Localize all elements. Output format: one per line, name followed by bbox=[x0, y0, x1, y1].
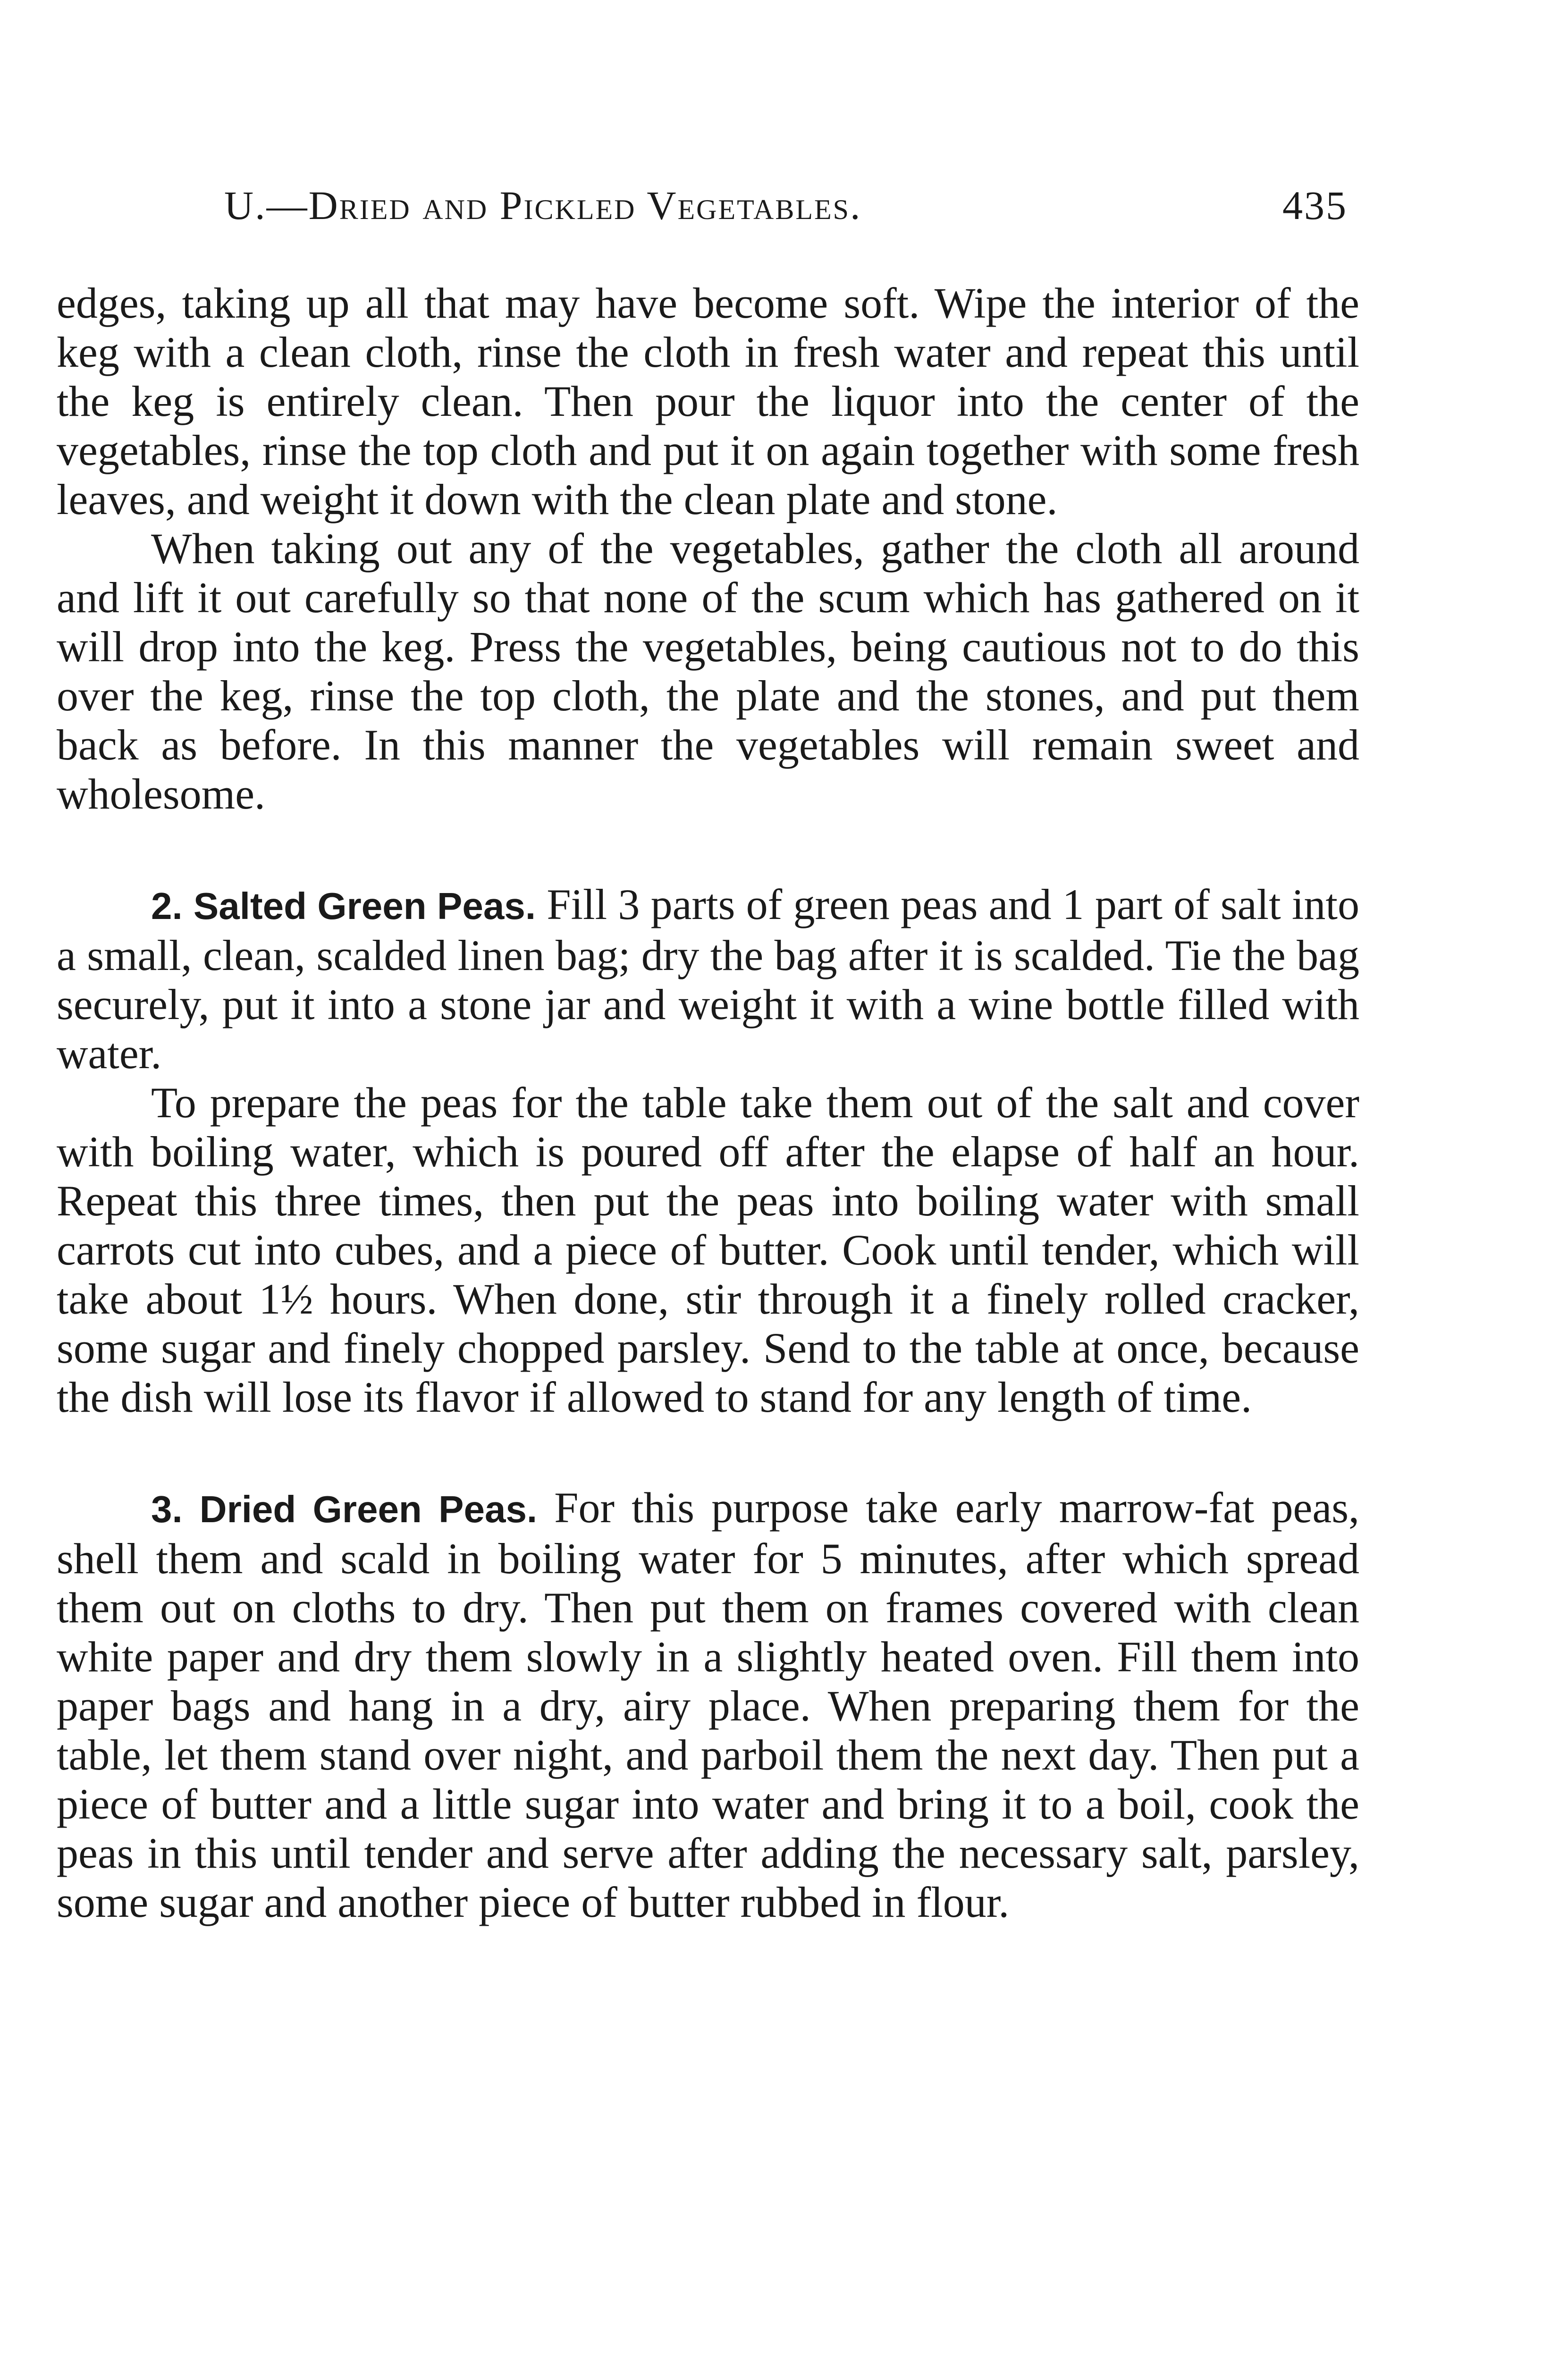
recipe-number: 3. bbox=[151, 1488, 183, 1530]
page-body bbox=[57, 278, 1359, 1927]
recipe-text: For this purpose take early marrow-fat peas, shell them and scald in boiling water for 5 minutes, after which spread them out on cloths to dry. Then put them on frames covered with clean white paper and dry them slowly in a slightly heated oven. Fill them into paper bags and hang in a dry, airy place. When preparing them for the table, let them stand over night, and parboil them the next day. Then put a piece of butter and a little sugar into water and bring it to a boil, cook the peas in this until tender and serve after adding the necessary salt, parsley, some sugar and another piece of butter rubbed in flour. bbox=[57, 1483, 1360, 1926]
recipe-title: Salted Green Peas. bbox=[193, 885, 536, 927]
recipe-salted-green-peas bbox=[57, 880, 1359, 1078]
page-header bbox=[224, 182, 1348, 243]
paragraph-continued: edges, taking up all that may have become soft. Wipe the interior of the keg with a clean cloth, rinse the cloth in fresh water and repeat this until the keg is entirely clean. Then pour the liquor into the center of the vegetables, rinse the top cloth and put it on again together with some fresh leaves, and weight it down with the clean plate and stone. bbox=[57, 279, 1359, 523]
recipe-text: Fill 3 parts of green peas and 1 part of salt into a small, clean, scalded linen bag; dry the bag after it is scalded. Tie the bag securely, put it into a stone jar and weight it with a wine bottle filled with water. bbox=[57, 880, 1359, 1078]
page-number: 435 bbox=[1282, 183, 1348, 228]
paragraph-taking-out: When taking out any of the vegetables, gather the cloth all around and lift it out carefully so that none of the scum which has gathered on it will drop into the keg. Press the vegetables, being cautious not to do this over the keg, rinse the top cloth, the plate and the stones, and put them back as before. In this manner the vegetables will remain sweet and wholesome. bbox=[57, 524, 1359, 818]
recipe-title: Dried Green Peas. bbox=[199, 1488, 538, 1530]
recipe-dried-green-peas bbox=[57, 1483, 1359, 1927]
paragraph-prepare-peas: To prepare the peas for the table take them out of the salt and cover with boiling water, which is poured off after the elapse of half an hour. Repeat this three times, then put the peas into boiling water with small carrots cut into cubes, and a piece of butter. Cook until tender, which will take about 1½ hours. When done, stir through it a finely rolled cracker, some sugar and finely chopped parsley. Send to the table at once, because the dish will lose its flavor if allowed to stand for any length of time. bbox=[57, 1079, 1359, 1421]
recipe-number: 2. bbox=[151, 885, 183, 927]
running-title: U.—Dried and Pickled Vegetables. bbox=[224, 183, 862, 228]
